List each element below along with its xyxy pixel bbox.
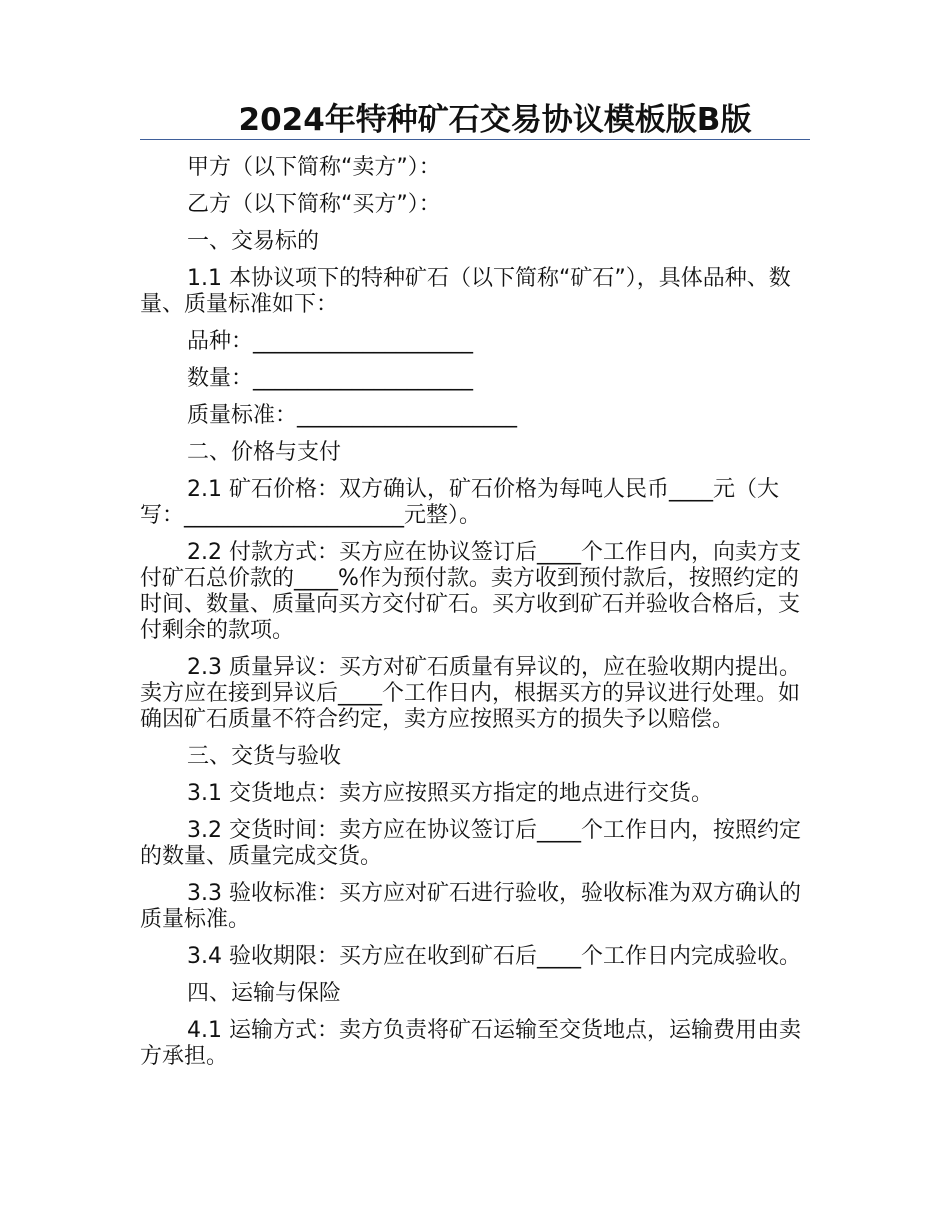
clause-1-1: 1.1 本协议项下的特种矿石（以下简称“矿石”），具体品种、数量、质量标准如下： [140,266,791,317]
clause-2-3: 2.3 质量异议：买方对矿石质量有异议的，应在验收期内提出。卖方应在接到异议后____个工作日内，根据买方的异议进行处理。如确因矿石质量不符合约定，卖方应按照买方的损失予以赔偿。 [140,655,801,732]
clause-2-1: 2.1 矿石价格：双方确认，矿石价格为每吨人民币____元（大写：____________________元整）。 [140,477,779,528]
party-a-line: 甲方（以下简称“卖方”）： [187,155,441,180]
section-heading-3: 三、交货与验收 [187,744,342,769]
document-body [140,155,810,1070]
clause-3-3: 3.3 验收标准：买方应对矿石进行验收，验收标准为双方确认的质量标准。 [140,881,801,932]
clause-4-1: 4.1 运输方式：卖方负责将矿石运输至交货地点，运输费用由卖方承担。 [140,1018,801,1069]
document-title: 2024年特种矿石交易协议模板版B版 [238,102,752,138]
field-quantity: 数量：____________________ [187,366,474,391]
section-heading-2: 二、价格与支付 [187,440,342,465]
clause-3-1: 3.1 交货地点：卖方应按照买方指定的地点进行交货。 [187,781,713,806]
field-variety: 品种：____________________ [187,329,474,354]
party-b-line: 乙方（以下简称“买方”）： [187,192,441,217]
section-heading-1: 一、交易标的 [187,229,320,254]
clause-3-2: 3.2 交货时间：卖方应在协议签订后____个工作日内，按照约定的数量、质量完成交货。 [140,818,801,869]
title-underline [140,139,810,140]
section-heading-4: 四、运输与保险 [187,981,342,1006]
field-quality-standard: 质量标准：____________________ [187,403,518,428]
clause-3-4: 3.4 验收期限：买方应在收到矿石后____个工作日内完成验收。 [187,944,801,969]
clause-2-2: 2.2 付款方式：买方应在协议签订后____个工作日内，向卖方支付矿石总价款的____%作为预付款。卖方收到预付款后，按照约定的时间、数量、质量向买方交付矿石。买方收到矿石并验收合格后，支付剩余的款项。 [140,540,801,643]
